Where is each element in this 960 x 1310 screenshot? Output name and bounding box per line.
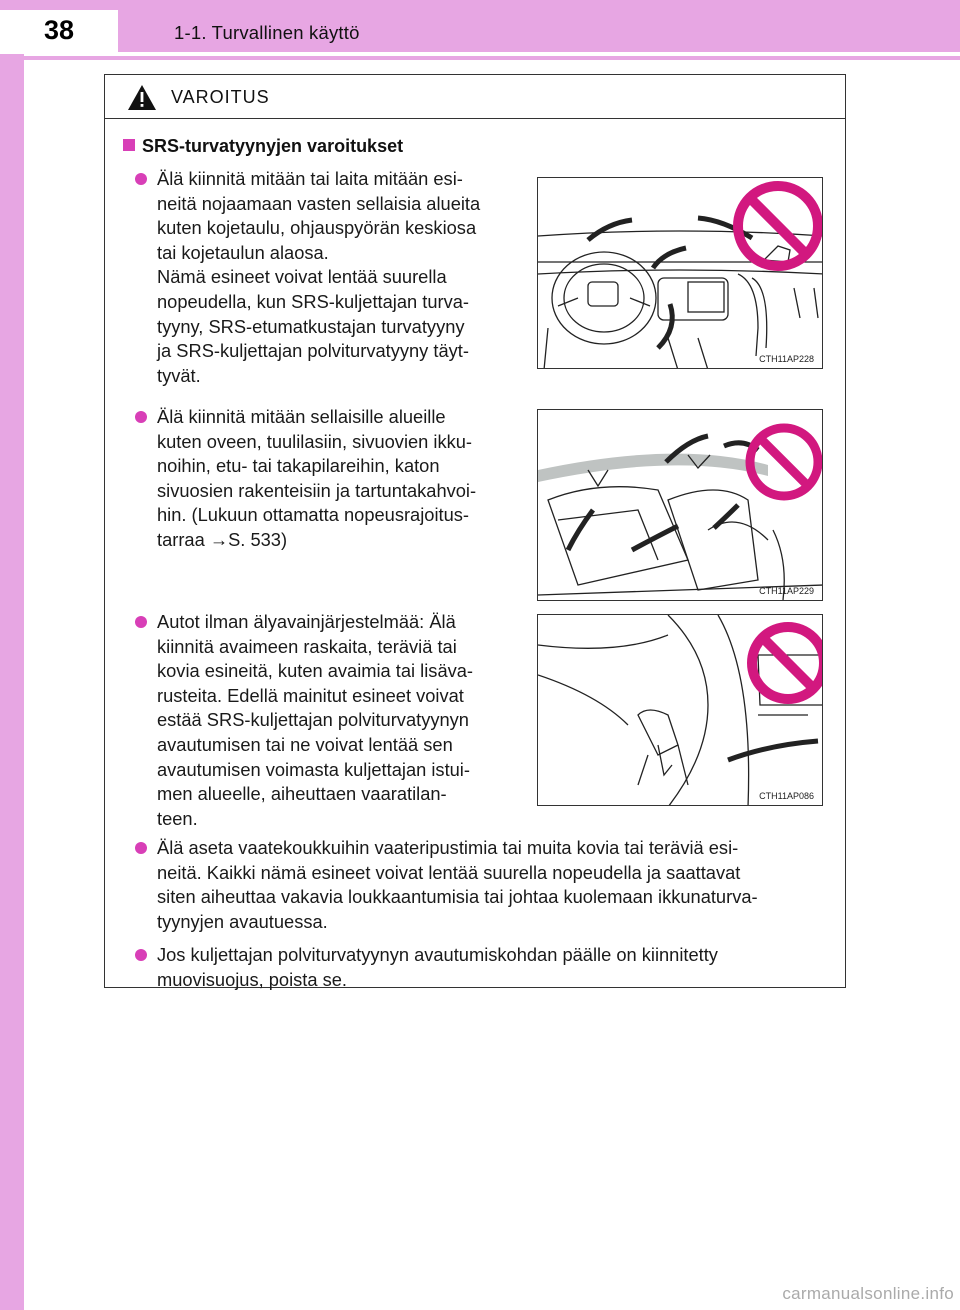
watermark: carmanualsonline.info (782, 1284, 954, 1303)
header-band (0, 0, 960, 52)
bullet-dot-icon (135, 411, 147, 423)
bullet-text: Älä kiinnitä mitään sellaisille alueille kuten oveen, tuulilasiin, sivuovien ikku- noihin, etu- tai takapilareihin, katon sivuosien rakenteisiin ja tartuntakahvoi- hin. (Lukuun ottamatta nopeusrajoitus- tarraa →S. 533) (157, 406, 477, 550)
warning-triangle-icon (127, 84, 157, 111)
bullet-item (138, 943, 827, 992)
key-illustration (538, 615, 823, 806)
interior-illustration (538, 410, 823, 601)
bullet-item (138, 836, 827, 934)
bullet-item (138, 167, 519, 388)
bullet-dot-icon (135, 173, 147, 185)
prohibition-sign (750, 428, 818, 496)
dashboard-illustration (538, 178, 823, 369)
figure-code: CTH11AP086 (759, 791, 814, 801)
warning-subheading-text: SRS-turvatyynyjen varoitukset (142, 136, 404, 156)
bullet-item (138, 610, 519, 831)
figure-interior (537, 409, 823, 601)
square-bullet-icon (123, 139, 135, 151)
warning-header (105, 75, 845, 119)
bullet-text: Jos kuljettajan polviturvatyynyn avautumiskohdan päälle on kiinnitetty muovisuojus, poista se. (157, 944, 718, 990)
side-color-strip (0, 0, 24, 1310)
header-rule (0, 56, 960, 60)
warning-title: VAROITUS (171, 87, 270, 107)
prohibition-sign (752, 627, 823, 699)
figure-key (537, 614, 823, 806)
bullet-dot-icon (135, 616, 147, 628)
figure-code: CTH11AP229 (759, 586, 814, 596)
page-number: 38 (0, 10, 118, 54)
bullet-dot-icon (135, 842, 147, 854)
warning-subheading (123, 136, 403, 157)
bullet-text: Älä aseta vaatekoukkuihin vaateripustimia tai muita kovia tai teräviä esi- neitä. Kaikki nämä esineet voivat lentää suurella nopeudella ja saattavat siten aiheuttaa vakavia loukkaantumisia tai johtaa kuolemaan ikkunaturva- tyynyjen avautuessa. (157, 837, 758, 932)
section-title: 1-1. Turvallinen käyttö (174, 22, 360, 43)
figure-dashboard (537, 177, 823, 369)
prohibition-sign (738, 186, 818, 266)
bullet-text: Autot ilman älyavainjärjestelmää: Älä kiinnitä avaimeen raskaita, teräviä tai kovia esineitä, kuten avaimia tai lisäva- rusteita. Edellä mainitut esineet voivat estää SRS-kuljettajan polviturvatyynyn avautumisen tai ne voivat lentää sen avautumisen voimasta kuljettajan istui- men alueelle, aiheuttaen vaaratilan- teen. (157, 611, 474, 829)
warning-box (104, 74, 846, 988)
bullet-dot-icon (135, 949, 147, 961)
figure-code: CTH11AP228 (759, 354, 814, 364)
bullet-item (138, 405, 519, 553)
bullet-text: Älä kiinnitä mitään tai laita mitään esi- neitä nojaamaan vasten sellaisia alueita kuten kojetaulu, ohjauspyörän keskiosa tai kojetaulun alaosa. Nämä esineet voivat lentää suurella nopeudella, kun SRS-kuljettajan turva- tyyny, SRS-etumatkustajan turvatyyny ja SRS-kuljettajan polviturvatyyny täyt- tyvät. (157, 168, 481, 386)
